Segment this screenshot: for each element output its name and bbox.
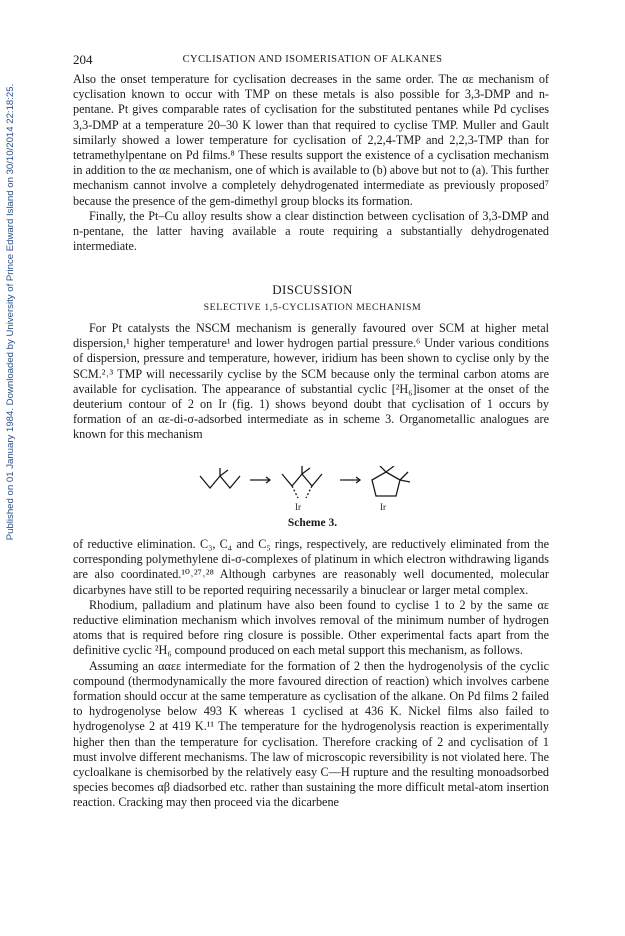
paragraph: of reductive elimination. C₃, C₄ and C₅ rings, respectively, are reductively eliminated from the corresponding polymethylene di-σ-complexes of platinum in which electron withdrawing ligands are also coordinated.¹⁰˒²⁷˒²⁸ Although carbynes are reasonably well documented, molecular dicarbynes have still to be reported requiring necessarily a binuclear or larger metal complex. (73, 537, 549, 597)
text-block-3 (73, 537, 549, 811)
page-number: 204 (73, 52, 93, 67)
iridium-label: Ir (295, 502, 301, 512)
paragraph: Rhodium, palladium and platinum have also been found to cyclise 1 to 2 by the same αε reductive elimination mechanism which involves removal of the minimum number of hydrogen atoms that is required before ring closure is possible. Other experimental facts apart from the definitive cyclic ²H₆ compound produced on each metal support this mechanism, as follows. (73, 597, 549, 658)
paragraph: Also the onset temperature for cyclisation decreases in the same order. The αε mechanism of cyclisation known to occur with TMP on these metals is also possible for 3,3-DMP and n-pentane. Pt gives comparable rates of cyclisation for the substituted pentanes while Pd cyclises 3,3-DMP at a temperature 20–30 K lower than that required to cyclise TMP. Muller and Gault similarly showed a lower temperature for cyclisation of 2,2,4-TMP and 2,2,3-TMP than for tetramethylpentane on Pd films.⁸ These results support the existence of a cyclisation mechanism in addition to the αε mechanism, one of which is available to (b) above but not to (a). This further mechanism cannot involve a completely dehydrogenated intermediate as previously proposed⁷ because the presence of the gem-dimethyl group blocks its formation. (73, 72, 549, 208)
iridium-label: Ir (380, 502, 386, 512)
section-heading: DISCUSSION (272, 282, 353, 297)
adsorbed-intermediate (282, 474, 322, 486)
scheme-3-diagram (190, 466, 450, 510)
alkane-skeleton (200, 476, 240, 488)
text-block-1 (73, 72, 549, 254)
running-title: CYCLISATION AND ISOMERISATION OF ALKANES (182, 54, 443, 65)
paragraph: Finally, the Pt–Cu alloy results show a clear distinction between cyclisation of 3,3-DMP and n-pentane, the latter having available a route requiring a substantially dehydrogenated intermediate. (73, 208, 549, 254)
section-subheading: SELECTIVE 1,5-CYCLISATION MECHANISM (203, 302, 422, 313)
cyclopentane-ring (372, 472, 400, 496)
text-block-2 (73, 321, 549, 443)
paragraph: For Pt catalysts the NSCM mechanism is generally favoured over SCM at higher metal dispersion,¹ higher temperature¹ and lower hydrogen partial pressure.⁶ Under various conditions of dispersion, pressure and temperature, however, iridium has been shown to cyclise only by the SCM.²˒³ TMP will necessarily cyclise by the SCM because only the terminal carbon atoms are available for cyclisation. The appearance of substantial cyclic [²H₆]isomer at the onset of the deuterium contour of 2 on Ir (fig. 1) shows beyond doubt that cyclisation of 1 occurs by formation of an αε-di-σ-adsorbed intermediate as in scheme 3. Organometallic analogues are known for this mechanism (73, 321, 549, 442)
download-notice: Published on 01 January 1984. Downloaded by University of Prince Edward Island on 30/10/2014 22:18:25. (5, 83, 16, 541)
scheme-caption: Scheme 3. (287, 517, 338, 529)
paragraph: Assuming an ααεε intermediate for the formation of 2 then the hydrogenolysis of the cyclic compound (thermodynamically the more favoured direction of reaction) which involves carbene formation should occur at the same temperature as cyclisation of the alkane. On Pd films 2 failed to hydrogenolyse below 493 K whereas 1 cyclised at 436 K. Nickel films also failed to hydrogenolyse 2 at 419 K.¹¹ The temperature for the hydrogenolysis reaction is experimentally higher then than the temperature for cyclisation. Therefore cracking of 2 and cyclisation of 1 must involve different mechanisms. The law of microscopic reversibility is not violated here. The cycloalkane is chemisorbed by the relatively easy C—H rupture and the resulting monoadsorbed species becomes αβ diadsorbed etc. rather than sustaining the more difficult metal-atom insertion reaction. Cracking may then proceed via the dicarbene (73, 658, 549, 810)
